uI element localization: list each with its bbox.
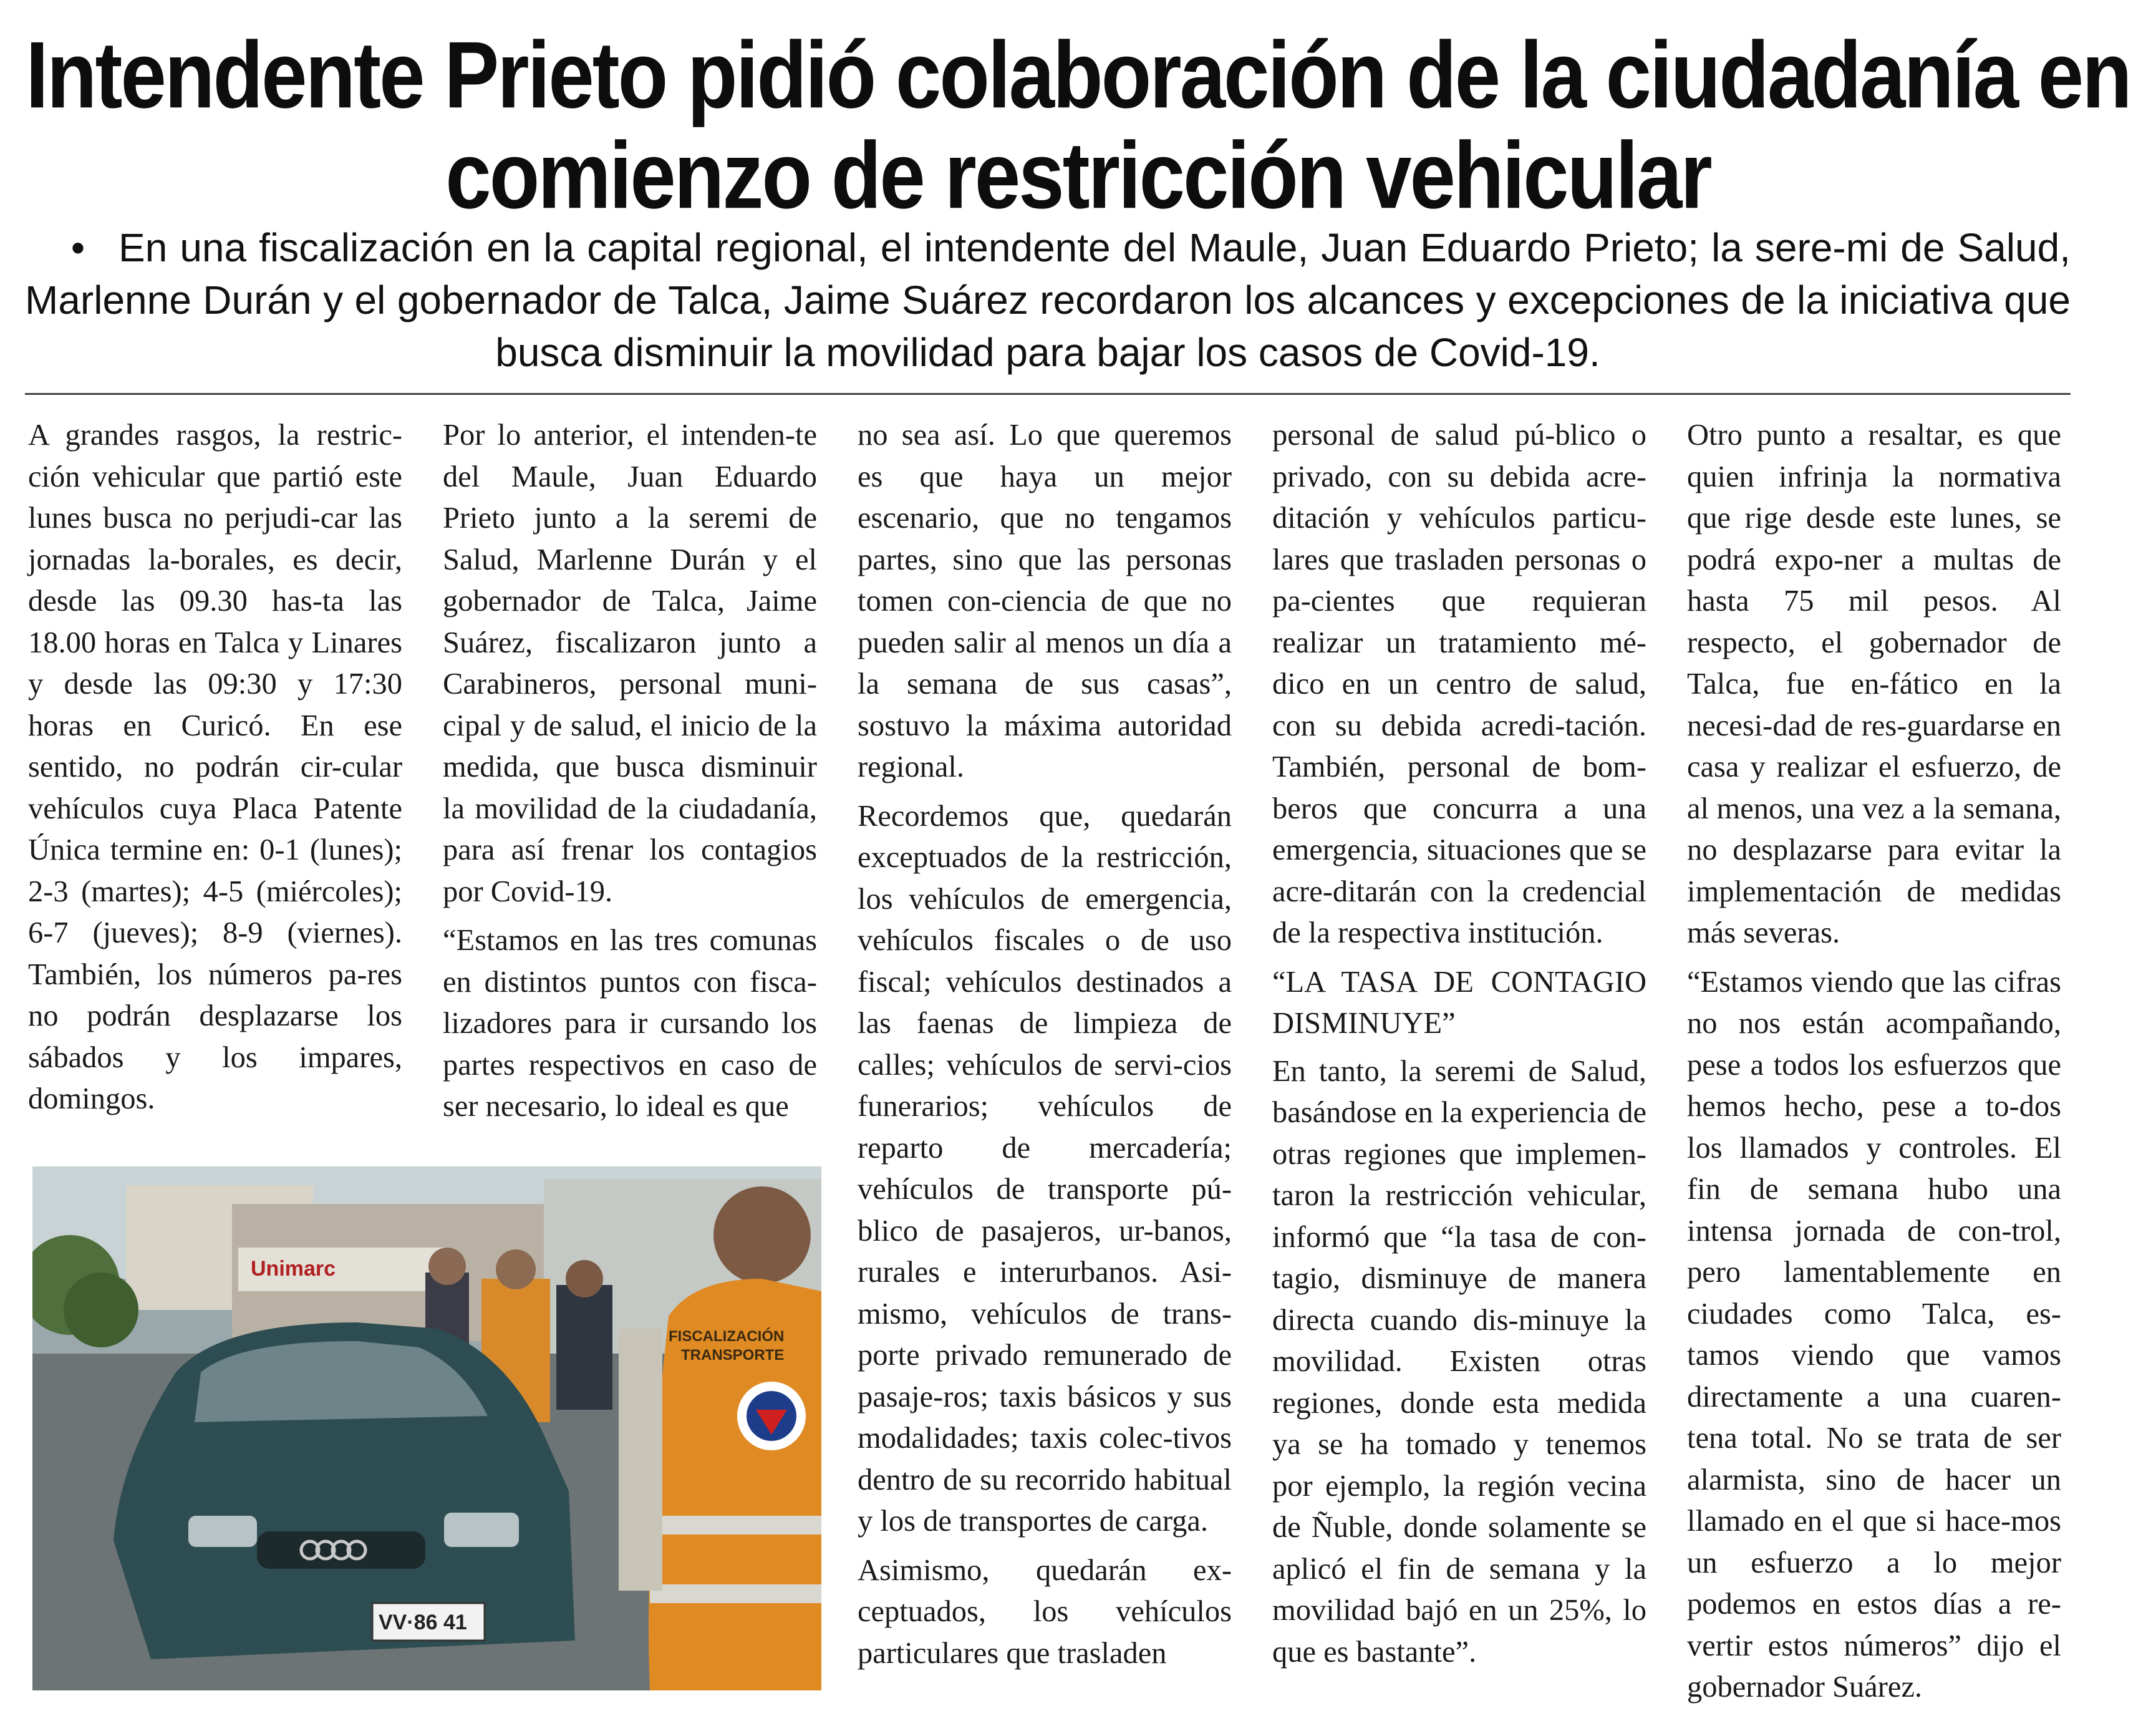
paragraph: personal de salud pú-blico o privado, con su debida acre-ditación y vehículos particu-lares que trasladen personas o pa-cientes que requieran realizar un tratamiento mé-dico en un centro de salud, con su debida acredi-tación. También, personal de bom-beros que concurra a una emergencia, situaciones que se acre-ditarán con la credencial de la respectiva institución. (1272, 419, 1646, 949)
column-4 (1272, 415, 1646, 1680)
headline-line-1: Intendente Prieto pidió colaboración de la ciudadanía en (26, 22, 2130, 128)
bullet-icon: • (70, 225, 85, 270)
lead-text: En una fiscalización en la capital regional, el intendente del Maule, Juan Eduardo Prieto; la sere-mi de Salud, Marlenne Durán y el gobernador de Talca, Jaime Suárez recordaron los alcances y excepciones de la iniciativa que busca disminuir la movilidad para bajar los casos de Covid-19. (25, 225, 2071, 375)
subheading: “LA TASA DE CONTAGIO DISMINUYE” (1272, 965, 1646, 1040)
paragraph: En tanto, la seremi de Salud, basándose en la experiencia de otras regiones que implemen-taron la restricción vehicular, informó que “la tasa de con-tagio, disminuye de manera directa cuando dis-minuye la movilidad. Existen otras regiones, donde esta medida ya se ha tomado y tenemos por ejemplo, la región vecina de Ñuble, donde solamente se aplicó el fin de semana y la movilidad bajó en un 25%, lo que es bastante”. (1272, 1054, 1646, 1669)
paragraph: Asimismo, quedarán ex-ceptuados, los vehículos particulares que trasladen (858, 1553, 1232, 1670)
headline (25, 22, 2131, 228)
license-plate: VV·86 41 (379, 1611, 467, 1634)
paragraph: “Estamos en las tres comunas en distintos puntos con fisca-lizadores para ir cursando los partes respectivos en caso de ser necesario, lo ideal es que (443, 924, 817, 1123)
vest-text: FISCALIZACIÓN (669, 1328, 785, 1345)
paragraph: Otro punto a resaltar, es que quien infrinja la normativa que rige desde este lunes, se podrá expo-ner a multas de hasta 75 mil pesos. Al respecto, el gobernador de Talca, fue en-fático en la necesi-dad de res-guardarse en casa y realizar el esfuerzo, de al menos, una vez a la semana, no desplazarse para evitar la implementación de medidas más severas. (1687, 419, 2061, 949)
column-2 (443, 415, 817, 1135)
column-1 (28, 415, 402, 1128)
lead-paragraph (25, 221, 2071, 379)
paragraph: “Estamos viendo que las cifras no nos están acompañando, pese a todos los esfuerzos que hemos hecho, pese a to-dos los llamados y controles. El fin de semana hubo una intensa jornada de con-trol, pero lamentablemente en ciudades como Talca, es-tamos viendo que vamos directamente a una cuaren-tena total. No se trata de ser alarmista, sino de hacer un llamado en el que si hace-mos un esfuerzo a lo mejor podemos en estos días a re-vertir estos números” dijo el gobernador Suárez. (1687, 965, 2061, 1704)
paragraph: A grandes rasgos, la restric-ción vehicular que partió este lunes busca no perjudi-car las jornadas la-borales, es decir, desde las 09.30 has-ta las 18.00 horas en Talca y Linares y desde las 09:30 y 17:30 horas en Curicó. En ese sentido, no podrán cir-cular vehículos cuya Placa Patente Única termine en: 0-1 (lunes); 2-3 (martes); 4-5 (miércoles); 6-7 (jueves); 8-9 (viernes). También, los números pa-res no podrán desplazarse los sábados y los impares, domingos. (28, 419, 402, 1115)
article-photo (32, 1166, 821, 1690)
paragraph: no sea así. Lo que queremos es que haya un mejor escenario, que no tengamos partes, sino que las personas tomen con-ciencia de que no pueden salir al menos un día a la semana de sus casas”, sostuvo la máxima autoridad regional. (858, 419, 1232, 783)
column-5 (1687, 415, 2061, 1716)
vest-text: TRANSPORTE (681, 1347, 785, 1364)
paragraph: Recordemos que, quedarán exceptuados de la restricción, los vehículos de emergencia, vehículos fiscales o de uso fiscal; vehículos destinados a las faenas de limpieza de calles; vehículos de servi-cios funerarios; vehículos de reparto de mercadería; vehículos de transporte pú-blico de pasajeros, ur-banos, rurales e interurbanos. Asi-mismo, vehículos de trans-porte privado remunerado de pasaje-ros; taxis básicos y sus modalidades; taxis colec-tivos dentro de su recorrido habitual y los de transportes de carga. (858, 799, 1232, 1538)
divider (25, 393, 2071, 395)
street-inspection-photo (32, 1166, 821, 1690)
store-sign: Unimarc (251, 1257, 336, 1281)
column-3 (858, 415, 1232, 1682)
paragraph: Por lo anterior, el intenden-te del Maule, Juan Eduardo Prieto junto a la seremi de Salud, Marlenne Durán y el gobernador de Talca, Jaime Suárez, fiscalizaron junto a Carabineros, personal muni-cipal y de salud, el inicio de la medida, que busca disminuir la movilidad de la ciudadanía, para así frenar los contagios por Covid-19. (443, 419, 817, 908)
headline-line-2: comienzo de restricción vehicular (445, 122, 1711, 228)
